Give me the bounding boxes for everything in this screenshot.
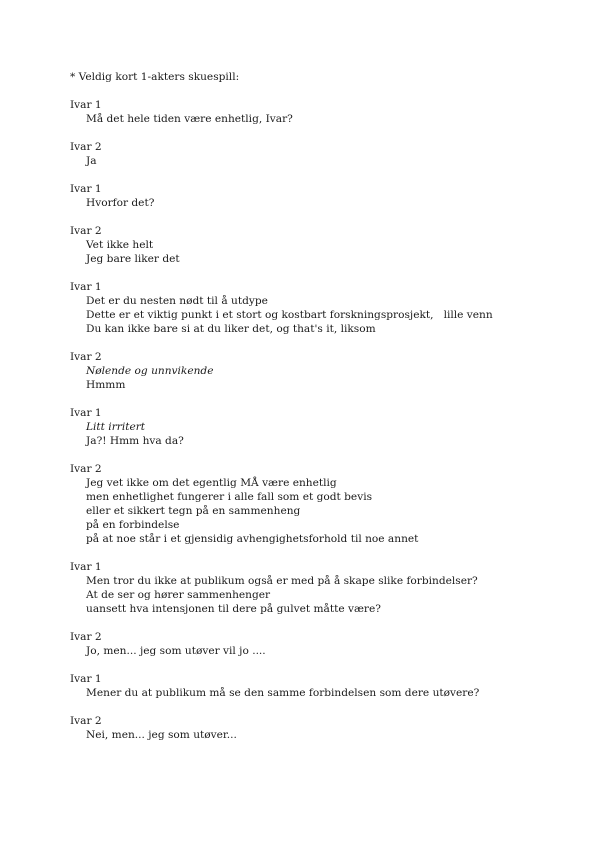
dialogue-line: Jeg vet ikke om det egentlig MÅ være enhetlig (86, 477, 337, 489)
dialogue-line: på at noe står i et gjensidig avhengighetsforhold til noe annet (86, 533, 419, 545)
dialogue-line: Jeg bare liker det (86, 253, 180, 265)
document-page (70, 70, 570, 756)
speaker-name: Ivar 2 (70, 631, 102, 643)
speaker-name: Ivar 1 (70, 407, 102, 419)
dialogue-line: At de ser og hører sammenhenger (86, 589, 271, 601)
dialogue-line: uansett hva intensjonen til dere på gulvet måtte være? (86, 603, 381, 615)
dialogue-block (70, 560, 570, 616)
dialogue-line: Du kan ikke bare si at du liker det, og that's it, liksom (86, 323, 376, 335)
speaker-name: Ivar 2 (70, 351, 102, 363)
dialogue-line: Det er du nesten nødt til å utdype (86, 295, 268, 307)
dialogue-block (70, 140, 570, 168)
dialogue-line: Nei, men... jeg som utøver... (86, 729, 237, 741)
speaker-name: Ivar 1 (70, 561, 102, 573)
speaker-name: Ivar 2 (70, 225, 102, 237)
dialogue-block (70, 462, 570, 546)
dialogue-line: Jo, men... jeg som utøver vil jo .... (86, 645, 266, 657)
stage-direction: Nølende og unnvikende (86, 365, 214, 377)
dialogue-block (70, 714, 570, 742)
dialogue-block (70, 672, 570, 700)
speaker-name: Ivar 1 (70, 673, 102, 685)
speaker-name: Ivar 2 (70, 463, 102, 475)
dialogue-block (70, 98, 570, 126)
dialogue-line: Ja?! Hmm hva da? (86, 435, 184, 447)
speaker-name: Ivar 1 (70, 183, 102, 195)
dialogue-block (70, 224, 570, 266)
dialogue-block (70, 630, 570, 658)
dialogue-line: Vet ikke helt (86, 239, 154, 251)
speaker-name: Ivar 1 (70, 99, 102, 111)
dialogue-line: på en forbindelse (86, 519, 180, 531)
dialogue-line: Hmmm (86, 379, 126, 391)
dialogue-line: men enhetlighet fungerer i alle fall som et godt bevis (86, 491, 373, 503)
dialogue-line: Må det hele tiden være enhetlig, Ivar? (86, 113, 293, 125)
speaker-name: Ivar 2 (70, 715, 102, 727)
dialogue-block (70, 182, 570, 210)
speaker-name: Ivar 1 (70, 281, 102, 293)
dialogue (70, 98, 570, 742)
dialogue-line: eller et sikkert tegn på en sammenheng (86, 505, 301, 517)
speaker-name: Ivar 2 (70, 141, 102, 153)
dialogue-line: Men tror du ikke at publikum også er med på å skape slike forbindelser? (86, 575, 478, 587)
dialogue-line: Mener du at publikum må se den samme forbindelsen som dere utøvere? (86, 687, 480, 699)
document-title: * Veldig kort 1-akters skuespill: (70, 71, 240, 83)
dialogue-line: Dette er et viktig punkt i et stort og kostbart forskningsprosjekt, lille venn (86, 309, 493, 321)
dialogue-line: Ja (86, 155, 97, 167)
dialogue-block (70, 280, 570, 336)
dialogue-line: Hvorfor det? (86, 197, 155, 209)
dialogue-block (70, 406, 570, 448)
stage-direction: Litt irritert (86, 421, 146, 433)
dialogue-block (70, 350, 570, 392)
